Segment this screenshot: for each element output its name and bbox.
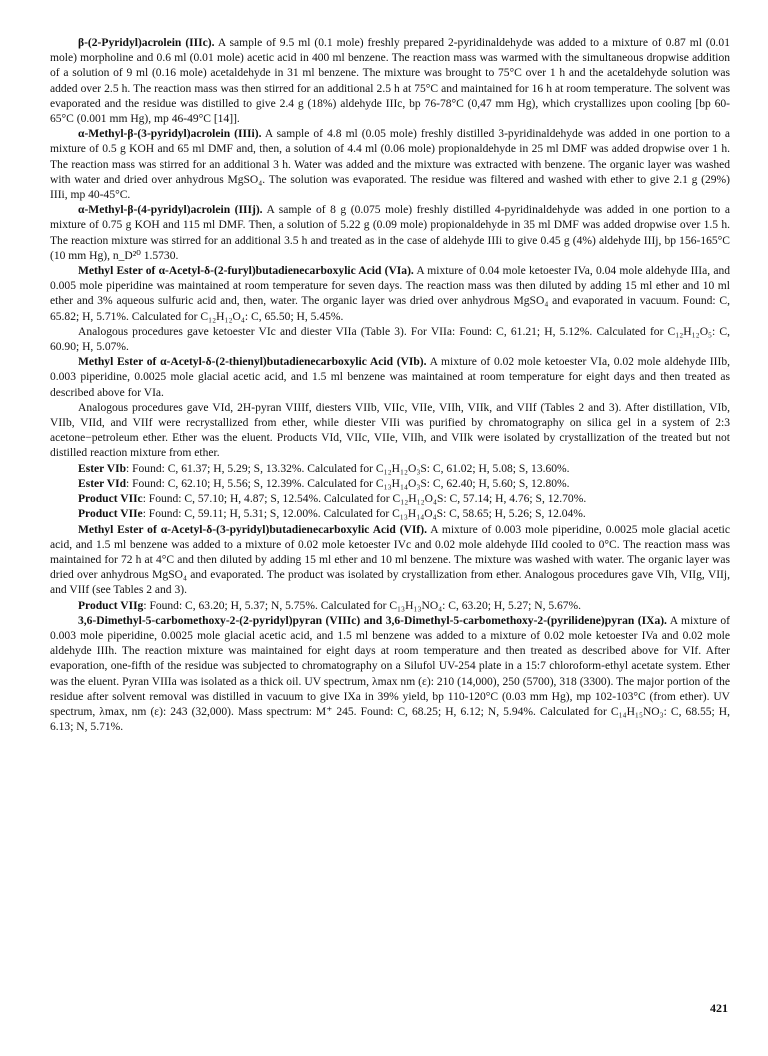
paragraph-text: A sample of 8 g (0.075 mole) freshly distilled 4-pyridinaldehyde was added in one portion to a mixture of 0.75 g KOH and 115 ml DMF. Then, a solution of 5.22 g (0.09 mole) propionaldehyde in 35 ml DMF was added dropwise over 1.5 h. The reaction mixture was stirred for an additional 3.5 h and treated as in the case of aldehyde IIIi to give 0.45 g (4%) aldehyde IIIj, bp 156-165°C (10 mm Hg), n_D²⁰ 1.5730. (50, 204, 730, 262)
paragraph-text: : Found: C, 57.10; H, 4.87; S, 12.54%. Calculated for C₁₂H₁₂O₄S: C, 57.14; H, 4.76; S, 12.70%. (142, 493, 587, 506)
paragraph-text: A mixture of 0.003 mole piperidine, 0.0025 mole glacial acetic acid, and 1.5 ml benzene was added to a mixture of 0.02 mole ketoester IVa and 0.02 mole aldehyde IIIh. The reaction mixture was maintained for eight days at room temperature and then treated as described above for VIf. After evaporation, one-fifth of the residue was subjected to chromatography on a Silufol UV-254 plate in a 15:7 chloroform-ethyl acetate system. Ether was the eluent. Pyran VIIIa was isolated as a thick oil. UV spectrum, λmax nm (ε): 210 (14,000), 250 (5700), 318 (3300). The major portion of the residue after solvent removal was distilled in vacuum to give IXa in 39% yield, bp 110-120°C (0.03 mm Hg), mp 102-103°C (from ether). UV spectrum, λmax, nm (ε): 243 (32,000). Mass spectrum: M⁺ 245. Found: C, 68.25; H, 6.12; N, 5.94%. Calculated for C₁₄H₁₅NO₃: C, 68.55; H, 6.13; N, 5.71%. (50, 614, 730, 734)
paragraph-text: A mixture of 0.003 mole piperidine, 0.0025 mole glacial acetic acid, and 1.5 ml benzene was added to a mixture of 0.02 mole ketoester IVc and 0.02 mole aldehyde IIId cooled to 0°C. The reaction mass was maintained for 72 h at 4°C and then diluted by adding 15 ml ether and 10 ml benzene. The mixture was washed with water. The organic layer was dried over anhydrous MgSO₄ and evaporated. The product was isolated by crystallization from ether. Analogous procedures gave VIh, VIIg, VIIj, and VIIf (see Tables 2 and 3). (50, 523, 731, 597)
paragraph-text: A sample of 9.5 ml (0.1 mole) freshly prepared 2-pyridinaldehyde was added to a mixture of 0.87 ml (0.01 mole) morpholine and 0.6 ml (0.01 mole) acetic acid in 400 ml benzene. The reaction mass was warmed with the simultaneous dropwise addition of a solution of 9 ml (0.16 mole) acetaldehyde in 31 ml benzene. The mixture was brought to 75°C over 1 h and the acetaldehyde solution was added over 2.5 h. The reaction mass was then stirred for an additional 2.5 h at 75°C and maintained for 16 h at room temperature. The solvent was evaporated and the residue was distilled to give 2.4 g (18%) aldehyde IIIc, bp 76-78°C (0,47 mm Hg), which crystallizes upon cooling [bp 60-65°C (0.001 mm Hg), mp 46-49°C [14]]. (50, 37, 730, 126)
paragraph-heading: α-Methyl-β-(4-pyridyl)acrolein (IIIj). (78, 204, 263, 217)
paragraph-heading: Product VIIc (78, 493, 143, 506)
paragraph-heading: Ester VId (78, 477, 127, 490)
paragraph-heading: Methyl Ester of α-Acetyl-δ-(2-furyl)butadienecarboxylic Acid (VIa). (78, 265, 414, 278)
paragraph-text: Analogous procedures gave VId, 2H-pyran VIIIf, diesters VIIb, VIIc, VIIe, VIIh, VIIk, and VIIf (Tables 2 and 3). After distillation, VIb, VIIb, VIId, and VIIf were recrystallized from ether, while diester VIIi was purified by chromatography on silica gel in a system of 2:3 acetone−petroleum ether. Ether was the eluent. Products VId, VIIc, VIIe, VIIh, and VIIk were isolated by crystallization of the treated but not distilled reaction mixture from ether. (50, 401, 730, 460)
paragraph (50, 264, 730, 325)
paragraph-heading: Product VIIe (78, 508, 143, 521)
paragraph-heading: Product VIIg (78, 599, 144, 612)
paragraph (50, 36, 730, 127)
paragraph (50, 401, 730, 462)
analysis-line (50, 492, 730, 507)
paragraph-text: A mixture of 0.02 mole ketoester VIa, 0.02 mole aldehyde IIIb, 0.003 piperidine, 0.0025 mole glacial acetic acid, and 1.5 ml benzene was maintained at room temperature for eight days and then treated as described above for VIa. (50, 356, 730, 399)
paragraph-heading: Methyl Ester of α-Acetyl-δ-(2-thienyl)butadienecarboxylic Acid (VIb). (78, 356, 427, 369)
page-number: 421 (710, 1001, 728, 1015)
paragraph-heading: 3,6-Dimethyl-5-carbomethoxy-2-(2-pyridyl)pyran (VIIIc) and 3,6-Dimethyl-5-carbomethoxy-2-(pyrilidene)pyran (IXa). (78, 614, 667, 627)
paragraph (50, 355, 730, 401)
paragraph (50, 614, 730, 736)
analysis-line (50, 477, 730, 492)
analysis-line (50, 599, 730, 614)
paragraph-text: Analogous procedures gave ketoester VIc and diester VIIa (Table 3). For VIIa: Found: C, 61.21; H, 5.12%. Calculated for C₁₂H₁₂O₅: C, 60.90; H, 5.07%. (50, 325, 730, 354)
paragraph-text: : Found: C, 63.20; H, 5.37; N, 5.75%. Calculated for C₁₃H₁₃NO₄: C, 63.20; H, 5.27; N, 5.67%. (143, 599, 582, 612)
paragraph-text: : Found: C, 62.10; H, 5.56; S, 12.39%. Calculated for C₁₃H₁₄O₃S: C, 62.40; H, 5.60; S, 12.80%. (126, 477, 570, 490)
paragraph-text: : Found: C, 61.37; H, 5.29; S, 13.32%. Calculated for C₁₂H₁₂O₃S: C, 61.02; H, 5.08; S, 13.60%. (126, 462, 570, 475)
paragraph-heading: Ester VIb (78, 462, 127, 475)
paragraph-text: A mixture of 0.04 mole ketoester IVa, 0.04 mole aldehyde IIIa, and 0.005 mole piperidine was maintained at room temperature for seven days. The reaction mass was then diluted by adding 15 ml ether and 10 ml ether and 3% aqueous sulfuric acid and, then, water. The organic layer was dried over anhydrous MgSO₄ and evaporated in vacuum. Found: C, 65.82; H, 5.71%. Calculated for C₁₂H₁₂O₄: C, 65.50; H, 5.45%. (50, 265, 730, 323)
paragraph (50, 127, 730, 203)
paragraph (50, 523, 730, 599)
paragraph-heading: α-Methyl-β-(3-pyridyl)acrolein (IIIi). (78, 128, 262, 141)
paragraph-text: A sample of 4.8 ml (0.05 mole) freshly distilled 3-pyridinaldehyde was added in one portion to a mixture of 0.5 g KOH and 65 ml DMF and, then, a solution of 4.4 ml (0.06 mole) propionaldehyde in 25 ml DMF was added dropwise over 1 h. The reaction mass was stirred for an additional 3 h. Water was added and the mixture was extracted with benzene. The organic layer was washed with water and dried over anhydrous MgSO₄. The solution was evaporated. The residue was filtered and washed with ether to give 2.1 g (29%) IIIi, mp 40-45°C. (50, 128, 730, 202)
paragraph-heading: β-(2-Pyridyl)acrolein (IIIc). (78, 37, 215, 49)
analysis-line (50, 462, 730, 477)
paragraph (50, 325, 730, 355)
analysis-line (50, 507, 730, 522)
paper-body (50, 36, 730, 735)
paragraph (50, 203, 730, 264)
paragraph-heading: Methyl Ester of α-Acetyl-δ-(3-pyridyl)butadienecarboxylic Acid (VIf). (78, 523, 427, 536)
paragraph-text: : Found: C, 59.11; H, 5.31; S, 12.00%. Calculated for C₁₃H₁₄O₄S: C, 58.65; H, 5.26; S, 12.04%. (142, 508, 586, 521)
